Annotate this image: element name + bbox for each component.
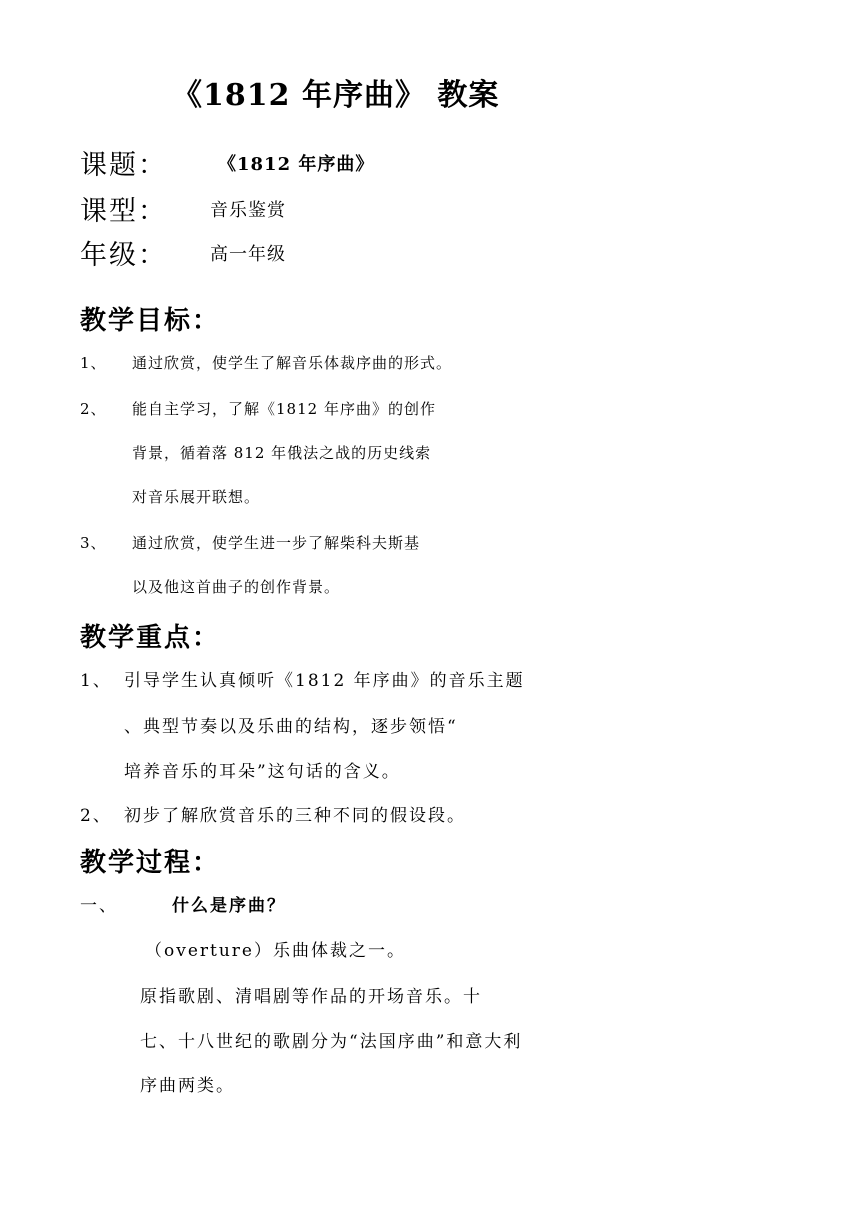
objective-line: 对音乐展开联想。 (132, 488, 261, 506)
objective-line: 以及他这首曲子的创作背景。 (132, 578, 341, 596)
document-title: 《1812 年序曲》 教案 (172, 78, 500, 113)
type-value: 音乐鉴赏 (210, 200, 286, 221)
topic-value: 《1812 年序曲》 (218, 154, 375, 175)
objective-line: 通过欣赏，使学生了解音乐体裁序曲的形式。 (132, 354, 453, 372)
objective-line: 通过欣赏，使学生进一步了解柴科夫斯基 (132, 534, 421, 552)
key-point-line: 引导学生认真倾听《1812 年序曲》的音乐主题 (124, 671, 525, 691)
objective-number: 1、 (80, 354, 107, 372)
grade-value: 高一年级 (210, 244, 286, 265)
process-line: 序曲两类。 (140, 1076, 235, 1096)
key-point-number: 2、 (80, 806, 112, 826)
key-point-line: 初步了解欣赏音乐的三种不同的假设段。 (124, 806, 466, 826)
process-line: 七、十八世纪的歌剧分为“法国序曲”和意大利 (140, 1032, 523, 1052)
key-point-number: 1、 (80, 671, 112, 691)
key-points-heading: 教学重点： (80, 623, 221, 653)
objectives-heading: 教学目标： (80, 306, 221, 336)
key-point-line: 培养音乐的耳朵”这句话的含义。 (124, 762, 401, 782)
topic-label: 课题： (80, 150, 167, 181)
objective-line: 能自主学习，了解《1812 年序曲》的创作 (132, 400, 436, 418)
process-section-number: 一、 (80, 896, 118, 916)
grade-label: 年级： (80, 240, 167, 271)
process-line: （overture）乐曲体裁之一。 (145, 941, 406, 961)
objective-number: 2、 (80, 400, 107, 418)
process-section-title: 什么是序曲？ (172, 896, 286, 916)
process-heading: 教学过程： (80, 848, 221, 878)
objective-number: 3、 (80, 534, 107, 552)
key-point-line: 、典型节奏以及乐曲的结构，逐步领悟“ (124, 717, 458, 737)
process-line: 原指歌剧、清唱剧等作品的开场音乐。十 (140, 987, 482, 1007)
type-label: 课型： (80, 196, 167, 227)
objective-line: 背景，循着落 812 年俄法之战的历史线索 (132, 444, 432, 462)
